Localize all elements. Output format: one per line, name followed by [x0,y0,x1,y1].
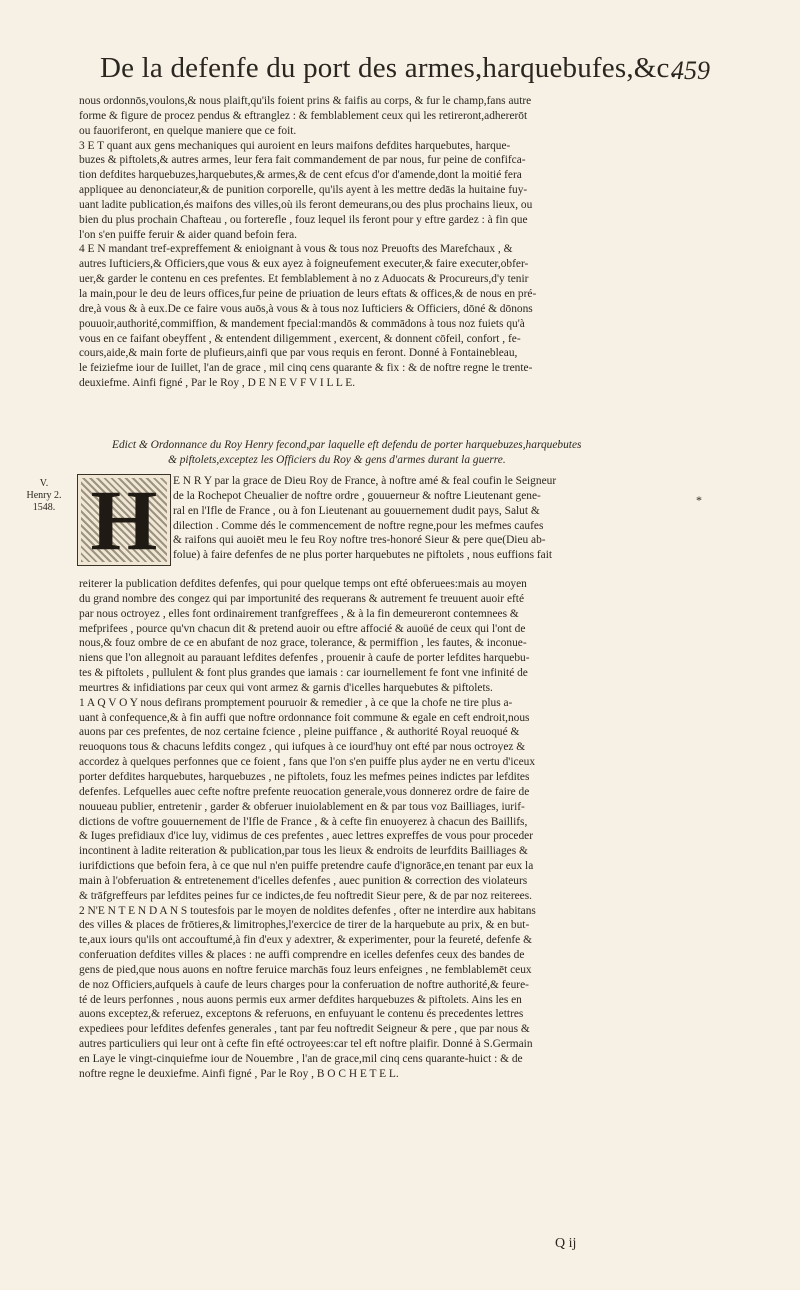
signature-mark: Q ij [555,1236,577,1251]
text-line: & raifons qui auoiēt meu le feu Roy noftre tres-honoré Sieur & pere que(Dieu ab- [173,534,546,547]
text-line: des villes & places de frōtieres,& limitrophes,l'exercice de tirer de la harquebute au prix, & en but- [79,919,530,932]
text-line: dilection . Comme dés le commencement de noftre regne,pour les mefmes caufes [173,519,544,532]
text-line: buzes & piftolets,& autres armes, leur fera fait commandement de par nous, fur peine de confifca- [79,154,526,167]
text-line: incontinent à ladite reiteration & publication,par tous les lieux & endroits de leurfdits Bailliages & [79,845,528,858]
text-line: niens que l'on allegnoit au parauant lefdites defenfes , prouenir à caufe de porter lefdites harquebu- [79,652,530,665]
text-line: E N R Y par la grace de Dieu Roy de France, à noftre amé & feal coufin le Seigneur [173,475,557,487]
text-line: 2 N'E N T E N D A N S toutesfois par le moyen de noldites defenfes , ofter ne interdire aux habitans [79,904,536,917]
text-line: folue) à faire defenfes de ne plus porter harquebutes ne piftolets , nous euffions fait [173,549,553,562]
text-line: le feiziefme iour de Iuillet, l'an de grace , mil cinq cens quarante & fix : & de noftre regne le trente- [79,362,533,375]
page-number: 459 [671,56,710,85]
text-line: accordez à quelques perfonnes que ce foient , fans que l'on s'en puiffe plus ayder ne en vertu d'iceux [79,756,536,769]
running-header [100,52,710,92]
text-line: autres particuliers qui leur ont à cefte fin efté octroyees:car tel eft noftre plaifir. Donné à S.Germain [79,1038,533,1051]
text-line: appliquee au denonciateur,& de punition corporelle, qu'ils ayent à les mettre dedās la huitaine fuy- [79,184,528,197]
running-title: De la defenfe du port des armes,harquebufes,&c. [100,52,678,84]
text-line: gens de pied,que nous auons en noftre feruice marchās fouz leurs enfeignes , ne femblablemēt ceux [79,963,532,976]
text-line: forme & figure de procez pendus & eftranglez : & femblablement ceux qui les retireront,adhererōt [79,109,528,122]
text-line: ou fauoriferont, en quelque maniere que ce foit. [79,124,297,137]
text-line: té de leurs perfonnes , nous auons permis eux armer defdites harquebuzes & piftolets. Ains les en [79,993,522,1006]
text-line: dictions de voftre gouuernement de l'Ifle de France , & à cefte fin enuoyerez à chacun des Baillifs, [79,815,528,828]
text-line: tion defdites harquebuzes,harquebutes,& armes,& de cent efcus d'or d'amende,dont la moitié fera [79,169,522,182]
text-line: vous en ce faifant obeyffent , & entendent diligemment , exercent, & donnent cōfeil, confort , fe- [79,332,521,345]
text-block-edict-opening [173,474,676,563]
edict-caption [112,438,672,468]
decorated-initial [77,474,171,566]
text-line: uer,& garder le contenu en ces prefentes. Et femblablement à no z Aduocats & Procureurs,d'y tenir [79,273,529,286]
text-line: deuxiefme. Ainfi figné , Par le Roy , D E N E V F V I L L E. [79,377,356,390]
text-line: 1 A Q V O Y nous defirans promptement pouruoir & remedier , à ce que la chofe ne tire plus a- [79,696,513,709]
text-line: main à l'obferuation & entretenement d'icelles defenfes , auec punition & correction des violateurs [79,874,528,887]
text-line: de noz Officiers,aufquels à caufe de leurs charges pour la conferuation de noftre authorité,& feure- [79,978,529,991]
text-line: auons par ces prefentes, de noz certaine fcience , pleine puiffance , & authorité Royal reuoqué & [79,726,520,739]
initial-letter: H [90,472,158,568]
margin-note-line: 1548. [32,502,56,513]
text-line: uant ladite publication,és maifons des villes,où ils feront demeurans,ou des plus prochains lieux, ou [79,198,533,211]
text-line: te,aux iours qu'ils ont accouftumé,à fin d'eux y adextrer, & experimenter, pour la feureté, defenfe & [79,934,532,947]
text-line: de la Rochepot Cheualier de noftre ordre , gouuerneur & noftre Lieutenant gene- [173,489,541,502]
text-line: noftre regne le deuxiefme. Ainfi figné , Par le Roy , B O C H E T E L. [79,1067,399,1080]
text-line: autres Iufticiers,& Officiers,que vous & eux ayez à foigneufement executer,& faire executer,obfer- [79,258,529,271]
text-line: mefprifees , pource qu'vn chacun dit & pretend auoir ou eftre affocié & auoüé de ceux qui l'ont de [79,622,526,635]
margin-asterisk: * [696,493,702,507]
text-line: bien du plus prochain Chafteau , ou forterefle , fouz lequel ils feront pour y eftre gardez : à fin que [79,213,528,226]
text-block-ordinance-continued [79,94,676,391]
text-line: nous ordonnōs,voulons,& nous plaift,qu'ils foient prins & faifis au corps, & fur le champ,fans autre [79,95,532,107]
text-line: meurtres & infidiations par ceux qui vont armez & garnis d'icelles harquebutes & piftolets. [79,681,493,694]
text-line: expediees pour lefdites defenfes generales , tant par feu noftredit Seigneur & pere , que par nous & [79,1023,530,1036]
text-line: reuoquons tous & chacuns lefdits congez , qui iufques à ce iourd'huy ont efté par nous octroyez & [79,741,526,754]
text-line: en Laye le vingt-cinquiefme iour de Nouembre , l'an de grace,mil cinq cens quarante-huict : & de [79,1053,523,1065]
text-line: & trāfgreffeurs par lefdites peines fur ce indictes,de feu noftredit Sieur pere, & de par noz reiterees. [79,889,532,902]
text-line: cours,aide,& main forte de plufieurs,ainfi que par vous requis en feront. Donné à Fontainebleau, [79,347,518,360]
text-line: conferuation defdites villes & places : ne auffi comprendre en icelles defenfes ceux des bandes de [79,949,525,962]
margin-note [20,478,68,514]
text-line: dre,à vous & à eux.De ce faire vous auōs,à vous & à tous noz Iufticiers & Officiers, dōné & dōnons [79,302,533,315]
text-line: du grand nombre des congez qui par importunité des requerans & autrement fe treuuent auoir efté [79,592,525,605]
text-line: 3 E T quant aux gens mechaniques qui auroient en leurs maifons defdites harquebutes, harque- [79,139,511,152]
caption-line: & piftolets,exceptez les Officiers du Roy & gens d'armes durant la guerre. [168,454,506,466]
margin-note-line: V. [39,478,49,489]
text-line: porter defdites harquebutes, harquebuzes , ne piftolets, fouz les mefmes peines indictes par lefdites [79,770,530,783]
text-line: 4 E N mandant tref-expreffement & enioignant à vous & tous noz Preuofts des Marefchaux , & [79,243,513,256]
text-line: pouuoir,authorité,commiffion, & mandement fpecial:mandōs & commādons à tous noz fuiets qu'à [79,317,525,330]
text-line: nous,& fouz ombre de ce en abufant de noz grace, tolerance, & permiffion , les fautes, & inconue- [79,637,527,650]
text-line: & Iuges prefidiaux d'ice luy, vidimus de ces prefentes , auec lettres expreffes de vous pour proceder [79,830,534,843]
text-line: defenfes. Lefquelles auec cefte noftre prefente reuocation generale,vous donnerez ordre de faire de [79,785,530,798]
text-line: iurifdictions que befoin fera, à ce que nul n'en puiffe pretendre caufe d'ignorāce,en tenant par eux la [79,860,534,873]
text-line: nouueau publier, entretenir , garder & obferuer inuiolablement en & par tous voz Bailliages, iurif- [79,800,525,813]
text-line: par nous octroyez , elles font ordinairement tranfgreffees , & à la fin demeureront contemnees & [79,607,519,620]
text-line: tes & piftolets , pullulent & font plus grandes que iamais : car iournellement fe font vne infinité de [79,667,528,680]
text-block-edict-body [79,577,676,1082]
margin-note-line: Henry 2. [26,490,62,501]
text-line: ral en l'Ifle de France , ou à fon Lieutenant au gouuernement dudit pays, Salut & [173,504,540,517]
text-line: auons exceptez,& referuez, exceptons & referuons, en enfuyuant le contenu és precedentes lettres [79,1008,524,1021]
text-line: la main,pour le deu de leurs offices,fur peine de priuation de leurs eftats & offices,& de nous en pré- [79,287,537,300]
text-line: reiterer la publication defdites defenfes, qui pour quelque temps ont efté obferuees:mais au moyen [79,578,527,590]
text-line: uant à confequence,& à fin auffi que noftre ordonnance foit commune & egale en ceft endroit,nous [79,711,530,724]
caption-line: Edict & Ordonnance du Roy Henry fecond,par laquelle eft defendu de porter harquebuzes,harquebutes [112,439,582,451]
text-line: l'on s'en puiffe feruir & aider quand befoin fera. [79,228,298,241]
